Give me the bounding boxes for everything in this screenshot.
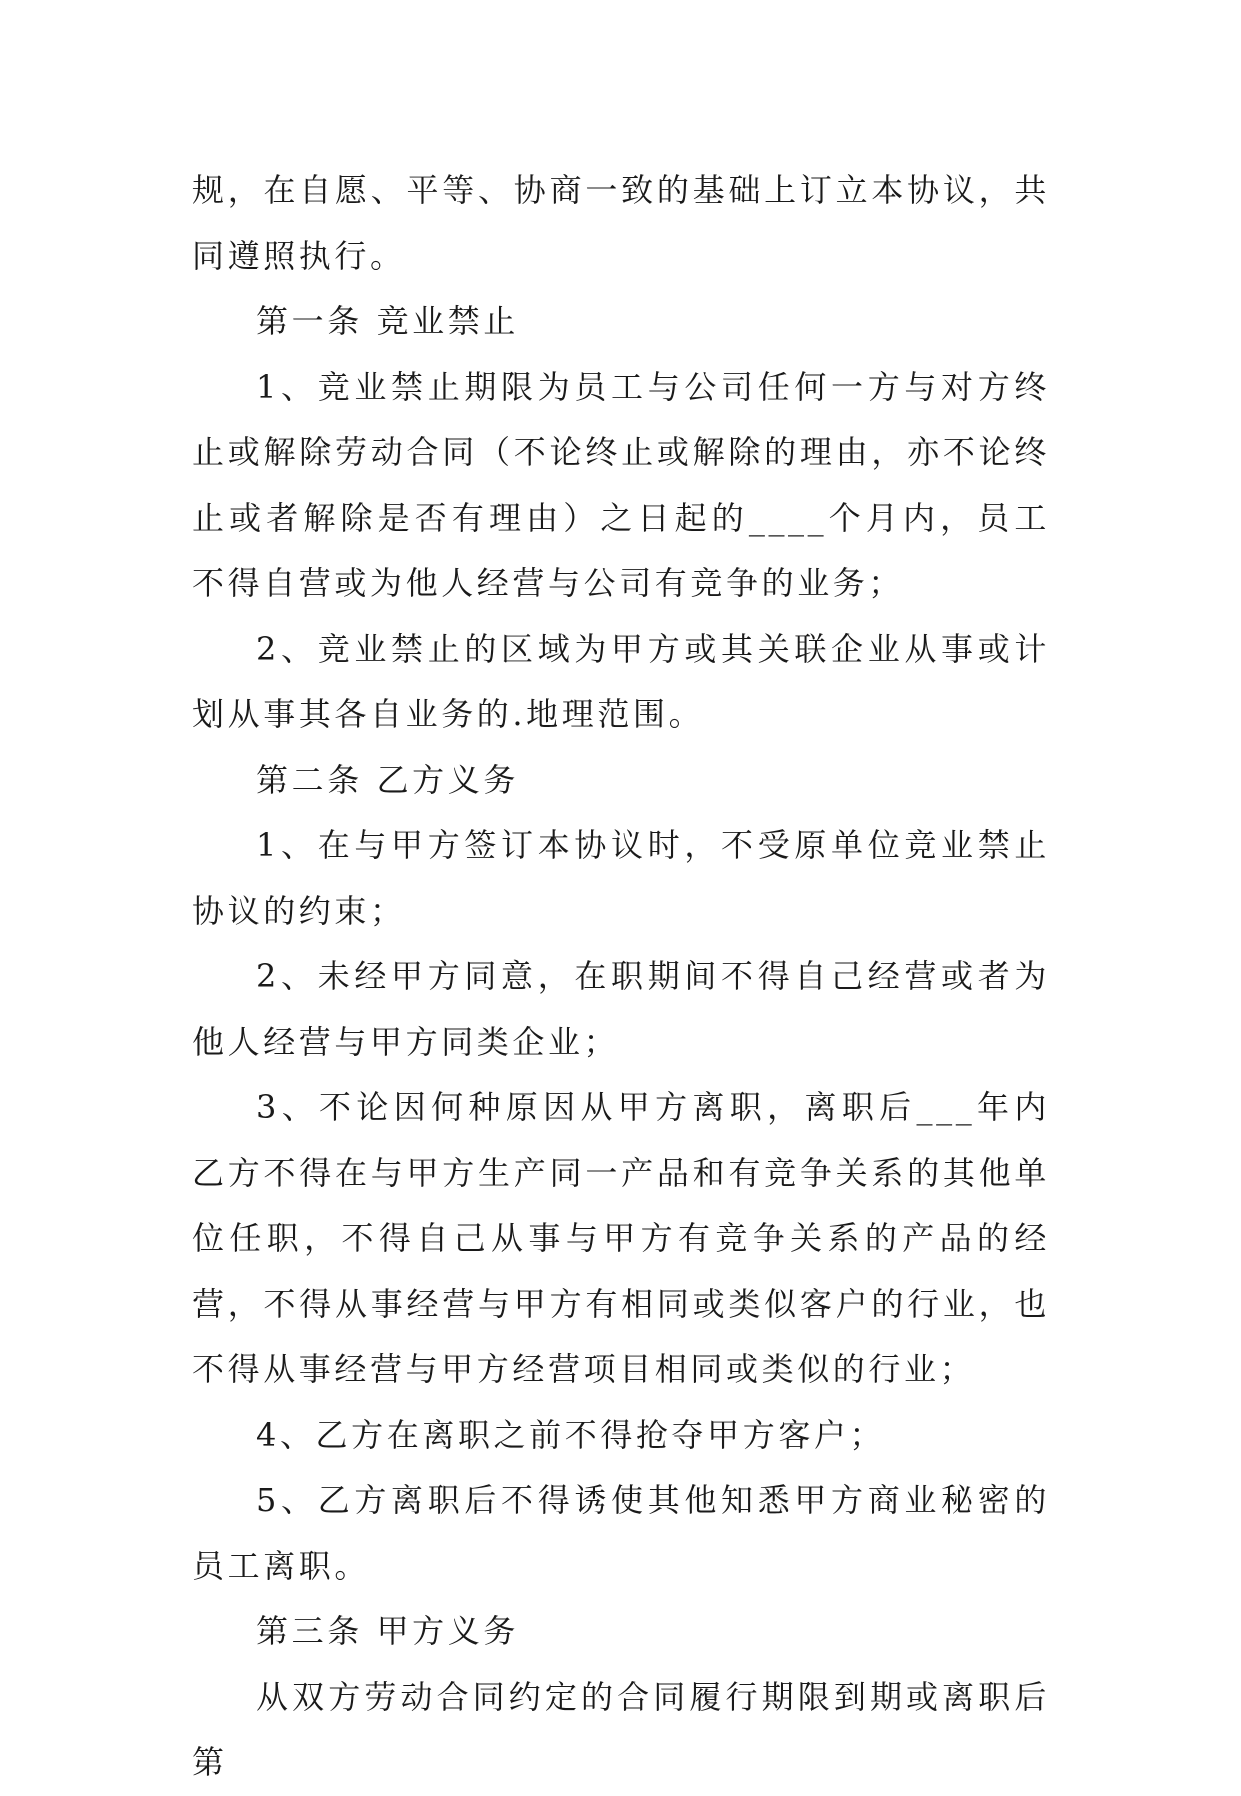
article-2-clause-3: 3、不论因何种原因从甲方离职，离职后___年内乙方不得在与甲方生产同一产品和有竞争关系的其他单位任职，不得自己从事与甲方有竞争关系的产品的经营，不得从事经营与甲方有相同或类似客户的行业，也不得从事经营与甲方经营项目相同或类似的行业； — [192, 1088, 1050, 1388]
article-3-heading: 第三条 甲方义务 — [256, 1612, 519, 1650]
article-2-clause-4: 4、乙方在离职之前不得抢夺甲方客户； — [256, 1415, 886, 1454]
article-1-heading: 第一条 竞业禁止 — [256, 302, 519, 340]
article-2-clause-2: 2、未经甲方同意，在职期间不得自己经营或者为他人经营与甲方同类企业； — [192, 957, 1050, 1061]
paragraph-continuation: 规，在自愿、平等、协商一致的基础上订立本协议，共同遵照执行。 — [192, 171, 1050, 275]
article-1-clause-2: 2、竞业禁止的区域为甲方或其关联企业从事或计划从事其各自业务的.地理范围。 — [192, 629, 1050, 733]
article-2-clause-5: 5、乙方离职后不得诱使其他知悉甲方商业秘密的员工离职。 — [192, 1481, 1050, 1585]
document-body — [192, 158, 1050, 1796]
article-3-paragraph: 从双方劳动合同约定的合同履行期限到期或离职后第 — [192, 1677, 1050, 1781]
article-2-clause-1: 1、在与甲方签订本协议时，不受原单位竞业禁止协议的约束； — [192, 826, 1050, 930]
article-1-clause-1: 1、竞业禁止期限为员工与公司任何一方与对方终止或解除劳动合同（不论终止或解除的理由，亦不论终止或者解除是否有理由）之日起的____个月内，员工不得自营或为他人经营与公司有竞争的业务； — [192, 367, 1050, 602]
article-2-heading: 第二条 乙方义务 — [256, 760, 519, 799]
